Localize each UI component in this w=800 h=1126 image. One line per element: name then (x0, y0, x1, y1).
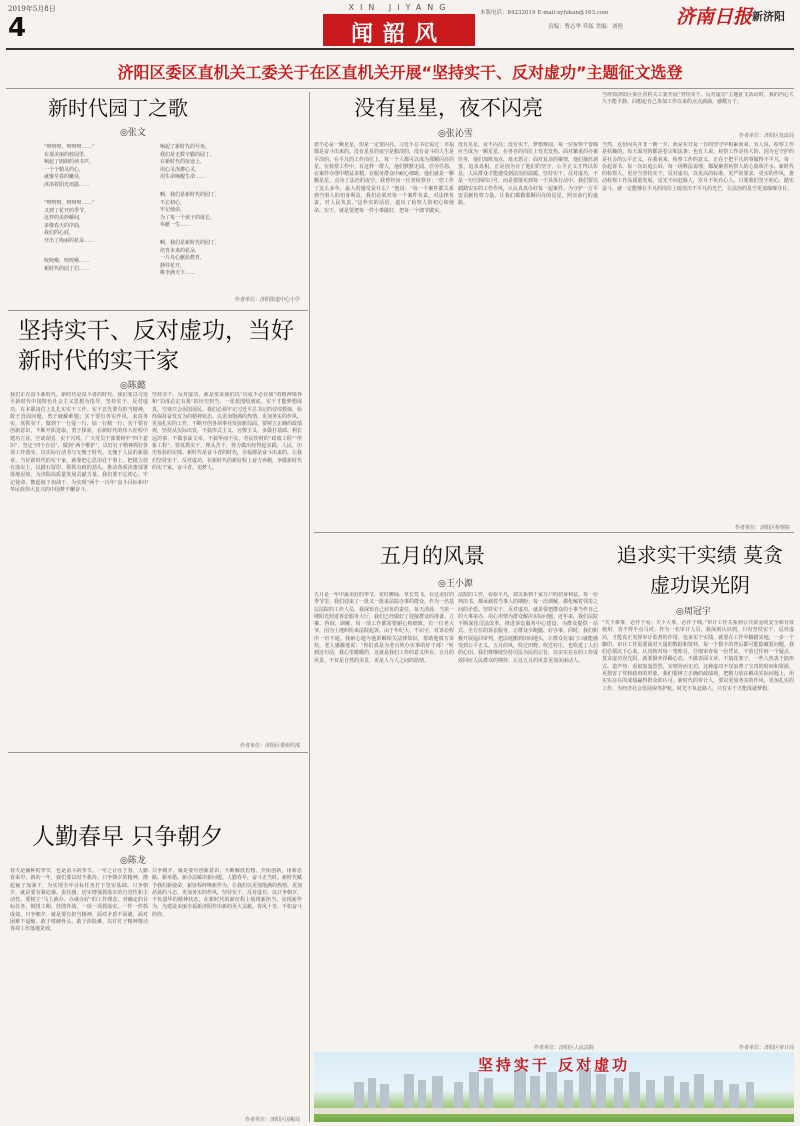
author-note: 作者单位：济阳区审计局 (738, 1045, 794, 1051)
issue-date: 2019年5月8日 (8, 5, 56, 13)
article-body: 法院的工作，看似平凡，却关系到千家万户的切身利益。每一份判决书，都承载着当事人的期盼；每一次调解，都化解着邻里之间的矛盾。坚持实干、反对虚功，就是要把群众的小事当作自己的大事来办，用心用情为群众解决实际问题。近年来，我们法院不断深化司法改革，推进诉讼服务中心建设，为群众提供一站式、全方位的诉讼服务，让群众少跑腿、好办事。同时，我们积极开展巡回审判，把法庭搬到田间地头，让群众在家门口就能感受到公平正义。五月的风，吹过田野，吹过村庄，也吹进了人们的心田。我们将继续坚持司法为民的宗旨，以实实在在的工作成效回应人民群众的期待，让这五月的风景更加美丽动人。 (458, 592, 598, 664)
article-byline: ◎陈懿 (120, 381, 146, 391)
article-body: 当然，这份闪亮并非一朝一夕，而是在日复一日的坚守中积累而来。有人说，检察工作是枯燥的，每天面对的都是卷宗和法条；也有人说，检察工作是伟大的，因为它守护的是社会的公平正义。在我看来，检察工作的意义，正在于把平凡的事做得不平凡。每一份起诉书、每一次出庭公诉、每一场释法说理，都凝聚着检察人的心血和汗水。新时代的检察人，更应当坚持实干、反对虚功，以更高的标准、更严的要求、更实的作风，推动检察工作高质量发展。星光不问赶路人，岁月不负有心人。只要我们坚守初心、踏实奋斗，就一定能够在平凡的岗位上绽放出不平凡的光芒，让法治的星空更加璀璨夺目。 (602, 142, 794, 192)
page-header (0, 0, 800, 52)
author-note: 作者单位：济阳区人民法院 (533, 1045, 594, 1051)
author-note: 作者单位：济阳区国税局 (244, 1117, 300, 1123)
article-byline: ◎陈龙 (120, 856, 146, 866)
article-body: 我们正在奋斗新时代。新时代是奋斗者的时代。我们要以习近平新时代中国特色社会主义思想为指导，坚持实干、反对虚功，在本职岗位上扎扎实实干工作。实干首先要有担当精神，敢于直面问题，勇于破解难题；实干要有务实作风，求真务实，真抓实干，做到干一行爱一行、钻一行精一行；实干要有创新意识，不断开拓进取，勇于探索，在新时代的伟大征程中建功立业。空谈误国，实干兴邦。广大党员干部要树牢“四个意识”，坚定“四个自信”，做到“两个维护”，以钉钉子精神抓好各项工作落实，以实际行动书写无愧于时代、无愧于人民的新篇章。当好新时代的实干家，就要把心思用在干事上，把精力放在落实上，以踏石留印、抓铁有痕的劲头，推动各项决策部署落地见效，为济阳高质量发展贡献力量。我们要不忘初心、牢记使命，撸起袖子加油干，为实现“两个一百年”奋斗目标和中华民族伟大复兴的中国梦不懈奋斗。 (10, 392, 148, 493)
poem-stanza: 啊，我们是新时代的园丁， 不忘初心， 牢记使命， 为了每一个孩子的成长， 奉献一生…… (160, 192, 221, 229)
poem-stanza: “呀呀呀，呀呀呀……” 在那美丽的校园里， 响起了朗朗的读书声， 一个个精灵的心， 就像早春的嫩芽， 沐浴着阳光雨露…… (44, 144, 95, 188)
article-body: “天下难事，必作于易；天下大事，必作于细。”审计工作关系到公共资金的安全和有效使用，容不得半点马虎。作为一名审计人员，我深刻认识到，只有坚持实干、反对虚功，才能真正发挥审计监督的作用。追求实干实绩，就要在工作中脚踏实地，一步一个脚印。审计工作需要面对大量的数据和资料，每一个数字的背后都可能隐藏着问题。我们必须沉下心来，认真核对每一笔账目，仔细审查每一份凭证，不放过任何一个疑点。莫贪虚功误光阴，就要摒弃浮躁心态，不做表面文章，不搞花架子。一些人热衷于搞形式、造声势，看似轰轰烈烈，实则劳而无功。这种虚功不仅浪费了宝贵的时间和资源，更损害了党和政府的形象。我们要树立正确的政绩观，把精力放在解决实际问题上，用实实在在的成绩赢得群众的认可。新时代的审计人，要以更加务实的作风、更加扎实的工作，为经济社会发展保驾护航。时光不负赶路人，只有实干才能成就梦想。 (602, 620, 794, 692)
article-title: 新时代园丁之歌 (48, 96, 188, 120)
article-body: 坚持实干、反对虚功，就是要求我们以“功成不必在我”的精神境界和“功成必定有我”的历史担当，一张蓝图绘到底。实干才能梦想成真，空谈只会误国误民。我们必须牢记习近平总书记的谆谆教诲，始终保持奋发有为的精神状态，以更加饱满的热情、更加务实的作风、更加扎实的工作，不断开创各项事业发展新局面。要树立正确的政绩观，坚持从实际出发，不搞形式主义、官僚主义，多做打基础、利长远的事，不做表面文章，不搞华而不实、劳民伤财的“政绩工程”“形象工程”。要真抓实干、埋头苦干，努力做出经得起实践、人民、历史检验的实绩。新时代是奋斗者的时代，幸福都是奋斗出来的。让我们坚持实干、反对虚功，在新时代的新征程上奋力奔跑，争做新时代的实干家、奋斗者、追梦人。 (152, 392, 302, 471)
article-body: 只争朝夕，就是要有创新意识，不断解放思想、开拓创新，用新思路、新举措、新办法解决新问题。人勤春早，奋斗正当时。新时代赋予我们新使命，新征程呼唤新作为。让我们以更加饱满的热情、更加昂扬的斗志、更加务实的作风，坚持实干、反对虚功，以只争朝夕、不负韶华的精神状态，在新时代的新征程上展现新担当、实现新作为，为建设美丽幸福新济阳作出新的更大贡献。春风十里，不如奋斗的你。 (152, 868, 302, 918)
newspaper-logo-sub: 新济阳 (752, 10, 785, 23)
article-byline: ◎张文 (120, 128, 146, 138)
section-title: 闻韶风 (350, 22, 447, 47)
header-rule (6, 48, 794, 50)
banner-rule (6, 88, 794, 89)
contact-email: 本版电话：84232019 E-mail:xyfukan@163.com (480, 10, 609, 16)
newspaper-logo: 济南日报 (676, 6, 753, 28)
divider (8, 310, 308, 311)
article-title: 坚持实干、反对虚功，当好新时代的实干家 (18, 318, 294, 374)
banner-headline: 济阳区委区直机关工委关于在区直机关开展“坚持实干、反对虚功”主题征文选登 (117, 63, 683, 82)
article-title: 五月的风景 (380, 544, 485, 568)
article-body: 五月是一年中最美好的季节，花红柳绿，草长莺飞。在这美好的季节里，我们迎来了一批又一批来法院办事的群众。作为一名基层法院的工作人员，我深知自己肩负的责任。每天清晨，当第一缕阳光照进诉讼服务大厅，我们已经做好了迎接群众的准备。立案、咨询、调解，每一项工作都需要耐心和细致。有一位老大爷，因为土地纠纷来法院起诉，由于年纪大、不识字，对诉讼程序一窍不通。我耐心地为他讲解相关法律知识，帮助他填写诉状，老人感激地说：“你们真是为老百姓办实事的好干部！”听到这句话，我心里暖暖的。这就是我们工作的意义所在。五月的风景，不仅是自然的美景，更是人与人之间的温情。 (314, 592, 454, 664)
article-title: 没有星星，夜不闪亮 (354, 96, 543, 120)
divider (314, 532, 794, 533)
article-body: 没有星星，夜不闪亮；没有实干，梦想难圆。每一位检察干警都应当成为一颗星星，在各自的岗位上发光发热。面对繁重的办案任务，他们加班加点，毫无怨言；面对复杂的案情，他们抽丝剥茧，追求真相。正是因为有了他们的坚守，公平正义才得以彰显，人民群众才能感受到法治的温暖。坚持实干、反对虚功，不是一句空洞的口号，而是要落实到每一个具体行动中。我们要以踏踏实实的工作作风，认认真真办好每一起案件，为守护一方平安贡献检察力量。让我们都做那颗闪亮的星星，照亮前行的道路。 (458, 142, 598, 207)
editors: 责编：曹志华 乔猛 美编：刘艳 (548, 24, 623, 30)
article-body: 您不必是一颗星星，但是一定要闪亮。习近平总书记说过：幸福都是奋斗出来的。没有星星的夜空是黯淡的，没有奋斗的人生是平淡的。在平凡的工作岗位上，每一个人都可以成为那颗闪亮的星。在检察工作中，有这样一群人，他们默默无闻、任劳任怨，在案件办理中精益求精，在服务群众中耐心细致。他们就是一颗颗星星，点亮了法治的夜空。我曾经问一位老检察官：“您工作了这么多年，最大的感受是什么？”他说：“每一个案件都关系到当事人的切身利益，我们必须对每一个案件负责，对法律负责，对人民负责。”这朴实的话语，道出了检察人的初心和使命。实干，就是要把每一件小事做好，把每一个细节做实。 (314, 142, 454, 214)
article-byline: ◎周冠宇 (676, 607, 711, 617)
article-body: 当得知济阳区委区直机关工委开展“坚持实干、反对虚功”主题征文活动时，我的内心久久不能平静。回想起自己参加工作以来的点点滴滴，感慨万千。 (602, 92, 794, 106)
poem-stanza: 啊，我们是新时代的园丁， 培育未来的花朵， 一片丹心献给教育， 静待花开， 桃李满天下…… (160, 240, 221, 277)
author-note: 作者单位：济阳区委组织部 (239, 743, 300, 749)
author-note: 作者单位：济阳区检察院 (734, 525, 790, 531)
article-byline: ◎张沁雪 (438, 129, 473, 139)
poem-stanza: 咬咬嗬，咬咬嗬…… 新时代的园丁们…… (44, 258, 90, 272)
author-note: 作者单位：济阳街道中心小学 (234, 297, 300, 303)
poem-stanza: 响起了新时代的号角， 我们是无数辛勤的园丁， 在新时代的征途上， 用心灵浇灌心灵， 用生命唤醒生命…… (160, 144, 216, 181)
section-pinyin: XIN JIYANG (348, 3, 452, 12)
column-divider (309, 92, 310, 1122)
page-number: 4 (8, 13, 27, 43)
article-body: 春天是播种的季节，也是奋斗的季节。一年之计在于春，人勤春来早。新的一年，我们要以时不我待、只争朝夕的精神，撸起袖子加油干，为实现全年目标任务打下坚实基础。只争朝夕，就是要有紧迫感、责任感，切实增强抓落实的自觉性和主动性。要树立“马上就办、办就办好”的工作理念，对确定的目标任务，倒排工期、挂图作战，一项一项抓落实，一件一件抓成效。只争朝夕，就是要有担当精神，面对矛盾不回避，面对困难不退缩，敢于啃硬骨头，敢于涉险滩，以钉钉子精神推动各项工作落地见效。 (10, 868, 148, 933)
poem-stanza: “呀呀呀，呀呀呀……” 又到了花开的季节， 这样的美妙瞬间， 多像春天的序曲， 我们的心底， 开出了绚丽的花朵…… (44, 200, 95, 244)
divider (8, 752, 308, 753)
photo-caption: 坚持实干 反对虚功 (477, 1056, 631, 1074)
author-note: 作者单位：济阳区发改局 (738, 133, 794, 139)
article-byline: ◎王小源 (438, 579, 473, 589)
article-title: 人勤春早 只争朝夕 (32, 824, 224, 850)
article-title: 追求实干实绩 莫贪虚功误光阴 (616, 543, 784, 597)
